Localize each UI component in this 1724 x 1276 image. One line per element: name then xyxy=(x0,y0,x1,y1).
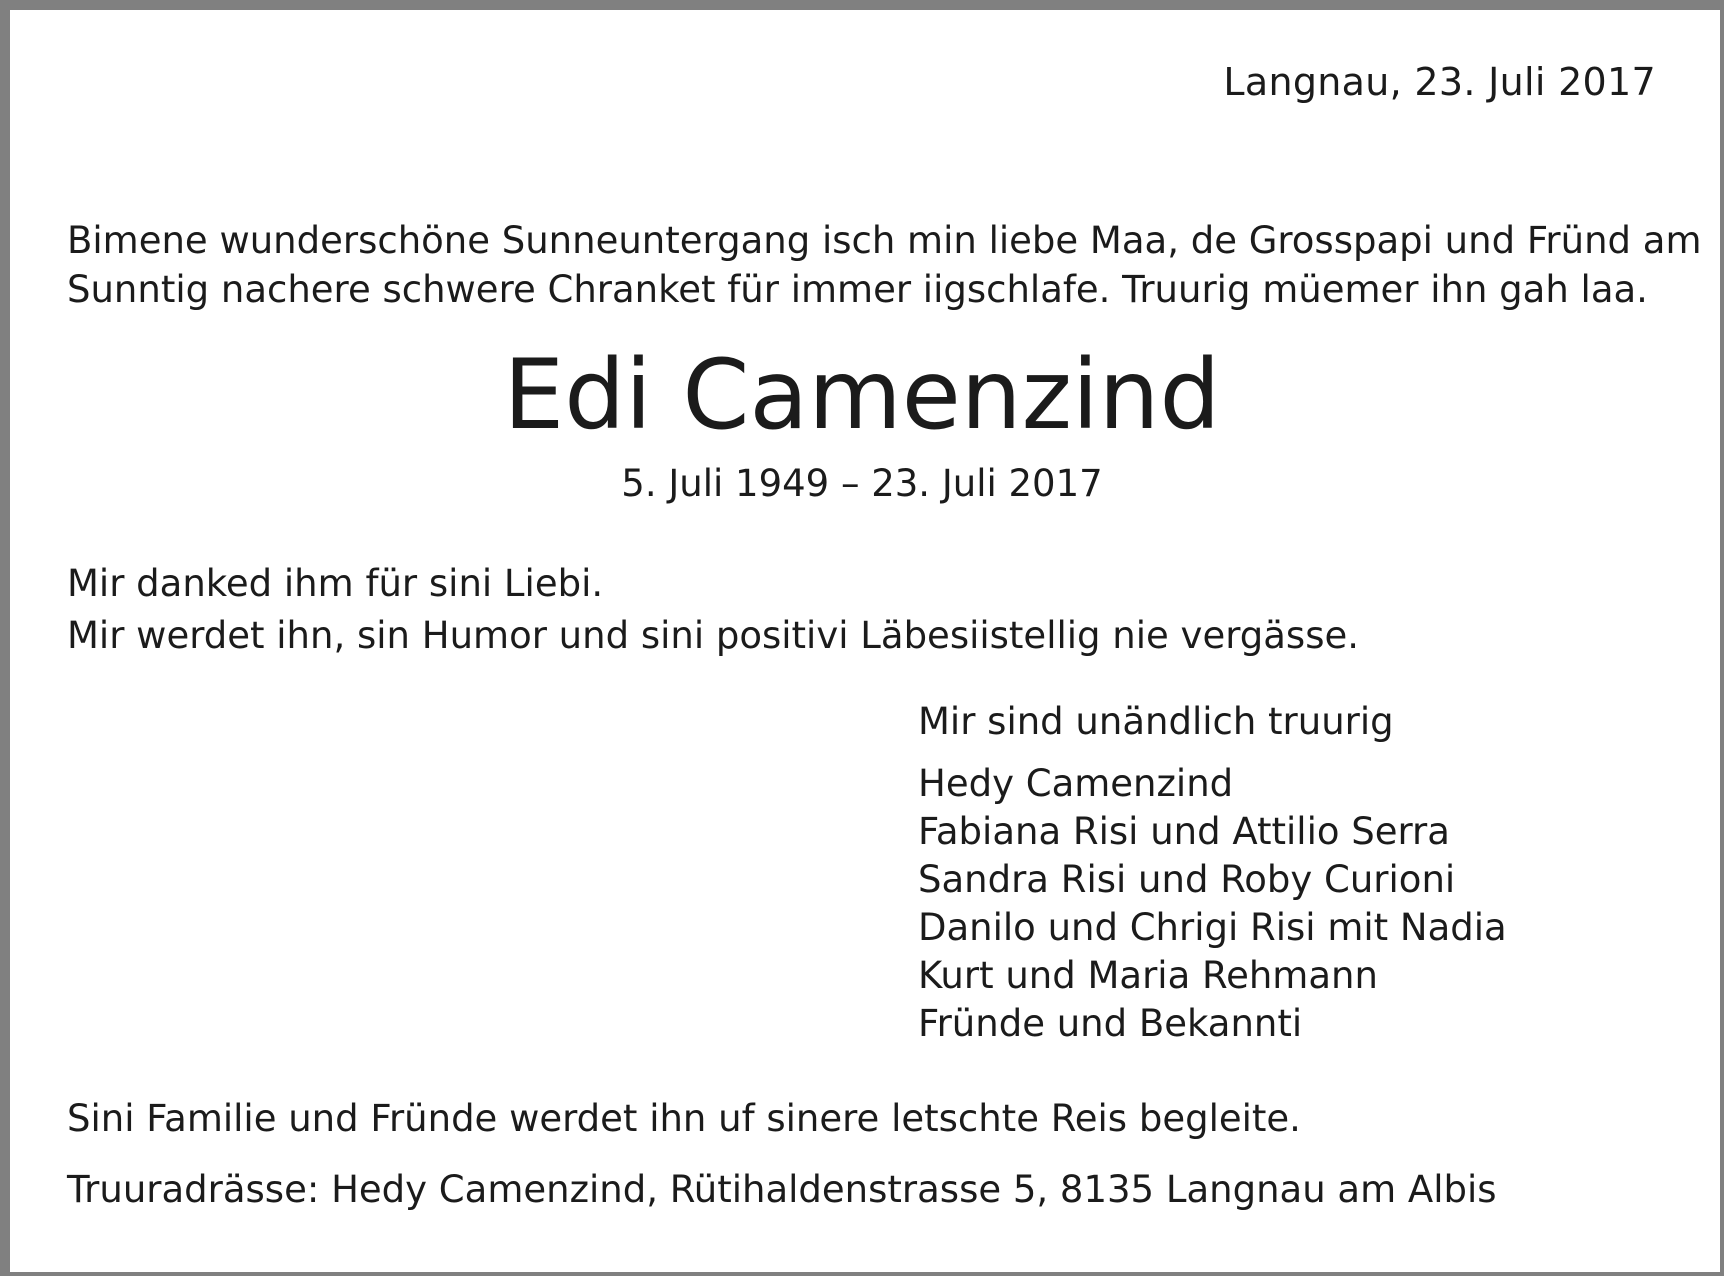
mourning-address: Truuradrässe: Hedy Camenzind, Rütihaldenstrasse 5, 8135 Langnau am Albis xyxy=(67,1168,1497,1211)
thanks-text xyxy=(67,558,1359,662)
mourner-name: Sandra Risi und Roby Curioni xyxy=(918,858,1456,901)
mourner-name: Fründe und Bekannti xyxy=(918,1002,1303,1045)
mourner-name: Hedy Camenzind xyxy=(918,762,1234,805)
mourner-name: Kurt und Maria Rehmann xyxy=(918,954,1378,997)
life-dates: 5. Juli 1949 – 23. Juli 2017 xyxy=(621,462,1103,505)
intro-text xyxy=(67,216,1702,314)
thanks-line: Mir danked ihm für sini Liebi. xyxy=(67,562,604,605)
mourner-name: Danilo und Chrigi Risi mit Nadia xyxy=(918,906,1507,949)
intro-line: Bimene wunderschöne Sunneuntergang isch min liebe Maa, de Grosspapi und Fründ am xyxy=(67,219,1702,262)
deceased-name: Edi Camenzind xyxy=(503,339,1221,451)
thanks-line: Mir werdet ihn, sin Humor und sini positivi Läbesiistellig nie vergässe. xyxy=(67,614,1360,657)
mourners-list xyxy=(918,760,1507,1048)
closing-text: Sini Familie und Fründe werdet ihn uf sinere letschte Reis begleite. xyxy=(67,1097,1301,1140)
intro-line: Sunntig nachere schwere Chranket für immer iigschlafe. Truurig müemer ihn gah laa. xyxy=(67,268,1648,311)
mourner-name: Fabiana Risi und Attilio Serra xyxy=(918,810,1450,853)
mourners-intro: Mir sind unändlich truurig xyxy=(918,700,1394,743)
place-date: Langnau, 23. Juli 2017 xyxy=(1223,60,1656,104)
